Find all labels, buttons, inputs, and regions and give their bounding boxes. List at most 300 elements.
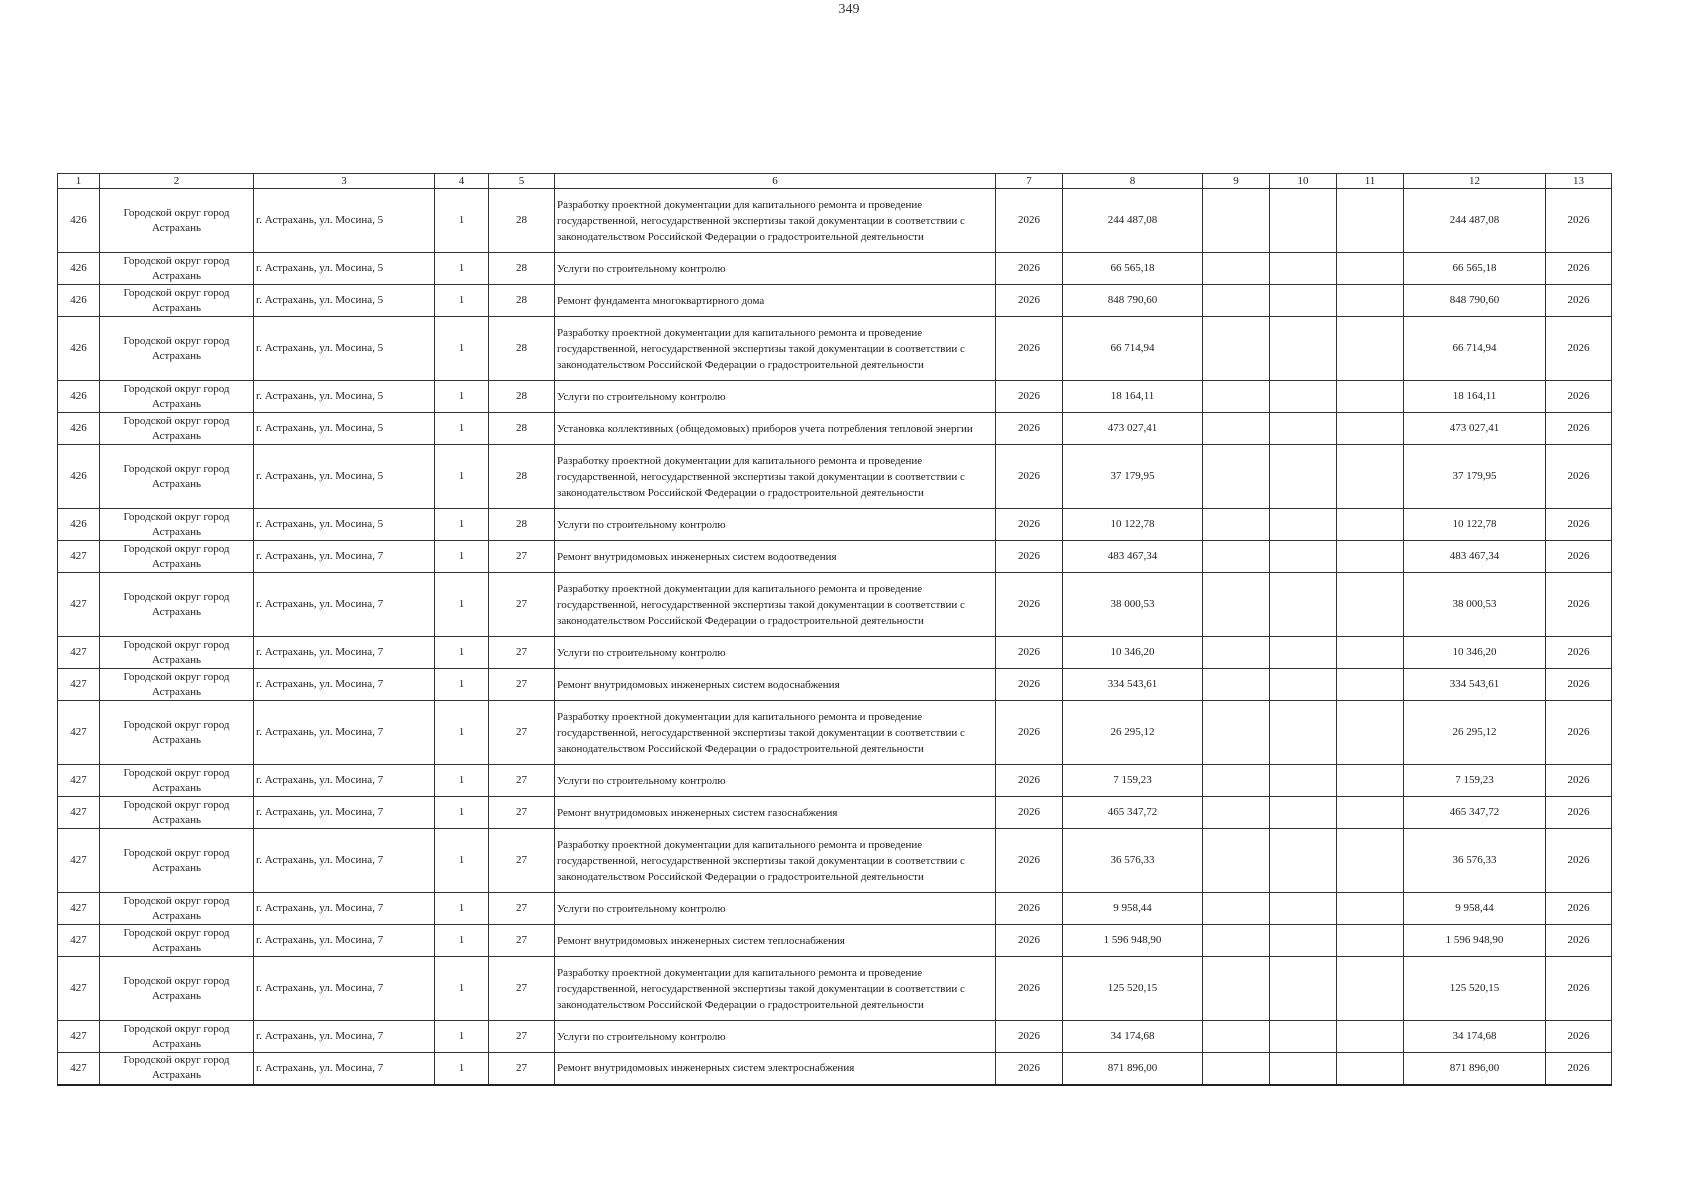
cell-work-type: Ремонт фундамента многоквартирного дома bbox=[555, 285, 996, 317]
cell-col-10-value bbox=[1270, 1053, 1337, 1085]
cell-col-4-value: 1 bbox=[435, 797, 489, 829]
cell-end-year: 2026 bbox=[1546, 541, 1612, 573]
column-header-12: 12 bbox=[1404, 174, 1546, 189]
cell-cost-fund: 7 159,23 bbox=[1404, 765, 1546, 797]
cell-col-4-value: 1 bbox=[435, 573, 489, 637]
cell-address: г. Астрахань, ул. Мосина, 5 bbox=[254, 189, 435, 253]
cell-address: г. Астрахань, ул. Мосина, 7 bbox=[254, 925, 435, 957]
cell-col-9-value bbox=[1203, 925, 1270, 957]
cell-col-5-value: 27 bbox=[489, 637, 555, 669]
cell-municipality: Городской округ город Астрахань bbox=[100, 1021, 254, 1053]
cell-col-11-value bbox=[1337, 797, 1404, 829]
cell-year: 2026 bbox=[996, 445, 1063, 509]
cell-address: г. Астрахань, ул. Мосина, 7 bbox=[254, 797, 435, 829]
column-header-7: 7 bbox=[996, 174, 1063, 189]
cell-col-4-value: 1 bbox=[435, 381, 489, 413]
cell-row-number: 427 bbox=[58, 1021, 100, 1053]
cell-col-5-value: 28 bbox=[489, 317, 555, 381]
cell-col-11-value bbox=[1337, 1021, 1404, 1053]
cell-cost-fund: 10 346,20 bbox=[1404, 637, 1546, 669]
cell-row-number: 427 bbox=[58, 829, 100, 893]
cell-work-type: Услуги по строительному контролю bbox=[555, 1021, 996, 1053]
cell-year: 2026 bbox=[996, 509, 1063, 541]
cell-col-4-value: 1 bbox=[435, 765, 489, 797]
cell-col-11-value bbox=[1337, 317, 1404, 381]
cell-municipality: Городской округ город Астрахань bbox=[100, 509, 254, 541]
cell-col-10-value bbox=[1270, 317, 1337, 381]
cell-year: 2026 bbox=[996, 1021, 1063, 1053]
cell-municipality: Городской округ город Астрахань bbox=[100, 445, 254, 509]
cell-end-year: 2026 bbox=[1546, 1053, 1612, 1085]
cell-col-5-value: 27 bbox=[489, 1053, 555, 1085]
column-header-10: 10 bbox=[1270, 174, 1337, 189]
cell-cost-total: 34 174,68 bbox=[1063, 1021, 1203, 1053]
cell-year: 2026 bbox=[996, 829, 1063, 893]
cell-col-5-value: 27 bbox=[489, 701, 555, 765]
cell-cost-fund: 125 520,15 bbox=[1404, 957, 1546, 1021]
cell-col-5-value: 28 bbox=[489, 413, 555, 445]
cell-cost-fund: 38 000,53 bbox=[1404, 573, 1546, 637]
cell-work-type: Услуги по строительному контролю bbox=[555, 765, 996, 797]
cell-col-9-value bbox=[1203, 253, 1270, 285]
cell-end-year: 2026 bbox=[1546, 253, 1612, 285]
cell-year: 2026 bbox=[996, 317, 1063, 381]
cell-cost-fund: 871 896,00 bbox=[1404, 1053, 1546, 1085]
cell-col-10-value bbox=[1270, 829, 1337, 893]
cell-cost-fund: 37 179,95 bbox=[1404, 445, 1546, 509]
cell-col-11-value bbox=[1337, 829, 1404, 893]
cell-cost-fund: 465 347,72 bbox=[1404, 797, 1546, 829]
cell-row-number: 427 bbox=[58, 797, 100, 829]
cell-col-4-value: 1 bbox=[435, 637, 489, 669]
cell-col-4-value: 1 bbox=[435, 925, 489, 957]
cell-col-9-value bbox=[1203, 829, 1270, 893]
cell-col-11-value bbox=[1337, 925, 1404, 957]
table-row bbox=[58, 253, 1612, 285]
cell-end-year: 2026 bbox=[1546, 413, 1612, 445]
cell-col-5-value: 27 bbox=[489, 541, 555, 573]
column-header-3: 3 bbox=[254, 174, 435, 189]
cell-address: г. Астрахань, ул. Мосина, 5 bbox=[254, 253, 435, 285]
cell-col-11-value bbox=[1337, 1053, 1404, 1085]
cell-col-11-value bbox=[1337, 765, 1404, 797]
cell-col-4-value: 1 bbox=[435, 541, 489, 573]
cell-cost-fund: 334 543,61 bbox=[1404, 669, 1546, 701]
cell-row-number: 426 bbox=[58, 189, 100, 253]
cell-col-4-value: 1 bbox=[435, 957, 489, 1021]
cell-col-10-value bbox=[1270, 925, 1337, 957]
cell-municipality: Городской округ город Астрахань bbox=[100, 317, 254, 381]
cell-work-type: Ремонт внутридомовых инженерных систем теплоснабжения bbox=[555, 925, 996, 957]
table-row bbox=[58, 541, 1612, 573]
cell-row-number: 426 bbox=[58, 285, 100, 317]
table-row bbox=[58, 925, 1612, 957]
cell-col-10-value bbox=[1270, 541, 1337, 573]
cell-col-9-value bbox=[1203, 573, 1270, 637]
cell-cost-total: 38 000,53 bbox=[1063, 573, 1203, 637]
cell-col-9-value bbox=[1203, 381, 1270, 413]
cell-municipality: Городской округ город Астрахань bbox=[100, 285, 254, 317]
cell-row-number: 427 bbox=[58, 637, 100, 669]
cell-cost-total: 125 520,15 bbox=[1063, 957, 1203, 1021]
cell-col-10-value bbox=[1270, 701, 1337, 765]
cell-row-number: 427 bbox=[58, 701, 100, 765]
cell-work-type: Ремонт внутридомовых инженерных систем водоотведения bbox=[555, 541, 996, 573]
cell-col-9-value bbox=[1203, 413, 1270, 445]
cell-address: г. Астрахань, ул. Мосина, 7 bbox=[254, 957, 435, 1021]
cell-cost-total: 37 179,95 bbox=[1063, 445, 1203, 509]
cell-col-10-value bbox=[1270, 797, 1337, 829]
cell-row-number: 427 bbox=[58, 573, 100, 637]
cell-cost-total: 1 596 948,90 bbox=[1063, 925, 1203, 957]
cell-col-10-value bbox=[1270, 669, 1337, 701]
cell-municipality: Городской округ город Астрахань bbox=[100, 637, 254, 669]
cell-year: 2026 bbox=[996, 253, 1063, 285]
cell-col-11-value bbox=[1337, 957, 1404, 1021]
column-header-8: 8 bbox=[1063, 174, 1203, 189]
column-header-2: 2 bbox=[100, 174, 254, 189]
cell-end-year: 2026 bbox=[1546, 893, 1612, 925]
column-header-13: 13 bbox=[1546, 174, 1612, 189]
cell-col-11-value bbox=[1337, 189, 1404, 253]
cell-end-year: 2026 bbox=[1546, 701, 1612, 765]
cell-col-10-value bbox=[1270, 381, 1337, 413]
cell-work-type: Разработку проектной документации для капитального ремонта и проведение государственной, негосударственной экспертизы такой документации в соответствии с законодательством Российской Федерации о градостроительной деятельности bbox=[555, 445, 996, 509]
cell-end-year: 2026 bbox=[1546, 189, 1612, 253]
cell-cost-fund: 66 565,18 bbox=[1404, 253, 1546, 285]
cell-work-type: Разработку проектной документации для капитального ремонта и проведение государственной, негосударственной экспертизы такой документации в соответствии с законодательством Российской Федерации о градостроительной деятельности bbox=[555, 317, 996, 381]
cell-cost-total: 66 714,94 bbox=[1063, 317, 1203, 381]
cell-col-4-value: 1 bbox=[435, 893, 489, 925]
cell-cost-fund: 1 596 948,90 bbox=[1404, 925, 1546, 957]
cell-work-type: Ремонт внутридомовых инженерных систем водоснабжения bbox=[555, 669, 996, 701]
cell-row-number: 426 bbox=[58, 317, 100, 381]
cell-col-9-value bbox=[1203, 317, 1270, 381]
cell-col-10-value bbox=[1270, 189, 1337, 253]
cell-end-year: 2026 bbox=[1546, 957, 1612, 1021]
cell-year: 2026 bbox=[996, 413, 1063, 445]
cell-cost-fund: 483 467,34 bbox=[1404, 541, 1546, 573]
cell-col-4-value: 1 bbox=[435, 701, 489, 765]
cell-cost-total: 66 565,18 bbox=[1063, 253, 1203, 285]
cell-year: 2026 bbox=[996, 925, 1063, 957]
cell-col-10-value bbox=[1270, 413, 1337, 445]
cell-col-9-value bbox=[1203, 797, 1270, 829]
cell-col-9-value bbox=[1203, 669, 1270, 701]
cell-work-type: Разработку проектной документации для капитального ремонта и проведение государственной, негосударственной экспертизы такой документации в соответствии с законодательством Российской Федерации о градостроительной деятельности bbox=[555, 701, 996, 765]
cell-col-9-value bbox=[1203, 189, 1270, 253]
cell-work-type: Ремонт внутридомовых инженерных систем газоснабжения bbox=[555, 797, 996, 829]
table-row bbox=[58, 957, 1612, 1021]
cell-cost-fund: 244 487,08 bbox=[1404, 189, 1546, 253]
repair-schedule-table bbox=[57, 173, 1612, 1086]
cell-work-type: Услуги по строительному контролю bbox=[555, 253, 996, 285]
cell-municipality: Городской округ город Астрахань bbox=[100, 573, 254, 637]
cell-year: 2026 bbox=[996, 573, 1063, 637]
cell-municipality: Городской округ город Астрахань bbox=[100, 189, 254, 253]
cell-address: г. Астрахань, ул. Мосина, 7 bbox=[254, 893, 435, 925]
cell-cost-total: 473 027,41 bbox=[1063, 413, 1203, 445]
cell-cost-total: 10 122,78 bbox=[1063, 509, 1203, 541]
cell-row-number: 426 bbox=[58, 509, 100, 541]
cell-municipality: Городской округ город Астрахань bbox=[100, 669, 254, 701]
cell-end-year: 2026 bbox=[1546, 925, 1612, 957]
cell-address: г. Астрахань, ул. Мосина, 7 bbox=[254, 701, 435, 765]
table-row bbox=[58, 381, 1612, 413]
cell-cost-total: 244 487,08 bbox=[1063, 189, 1203, 253]
cell-col-4-value: 1 bbox=[435, 189, 489, 253]
cell-year: 2026 bbox=[996, 669, 1063, 701]
cell-cost-total: 334 543,61 bbox=[1063, 669, 1203, 701]
cell-col-10-value bbox=[1270, 893, 1337, 925]
table-row bbox=[58, 285, 1612, 317]
table-row bbox=[58, 317, 1612, 381]
cell-end-year: 2026 bbox=[1546, 573, 1612, 637]
cell-end-year: 2026 bbox=[1546, 765, 1612, 797]
cell-municipality: Городской округ город Астрахань bbox=[100, 253, 254, 285]
cell-cost-fund: 10 122,78 bbox=[1404, 509, 1546, 541]
cell-address: г. Астрахань, ул. Мосина, 5 bbox=[254, 509, 435, 541]
cell-cost-fund: 26 295,12 bbox=[1404, 701, 1546, 765]
cell-col-11-value bbox=[1337, 285, 1404, 317]
cell-col-5-value: 28 bbox=[489, 253, 555, 285]
page-number: 349 bbox=[838, 2, 860, 17]
table-body bbox=[58, 189, 1612, 1085]
cell-col-9-value bbox=[1203, 1021, 1270, 1053]
cell-col-9-value bbox=[1203, 509, 1270, 541]
cell-col-9-value bbox=[1203, 445, 1270, 509]
cell-municipality: Городской округ город Астрахань bbox=[100, 381, 254, 413]
cell-address: г. Астрахань, ул. Мосина, 7 bbox=[254, 541, 435, 573]
cell-row-number: 427 bbox=[58, 669, 100, 701]
cell-col-10-value bbox=[1270, 1021, 1337, 1053]
cell-col-11-value bbox=[1337, 893, 1404, 925]
cell-municipality: Городской округ город Астрахань bbox=[100, 925, 254, 957]
cell-col-10-value bbox=[1270, 509, 1337, 541]
cell-municipality: Городской округ город Астрахань bbox=[100, 541, 254, 573]
table-row bbox=[58, 189, 1612, 253]
cell-year: 2026 bbox=[996, 1053, 1063, 1085]
cell-work-type: Ремонт внутридомовых инженерных систем электроснабжения bbox=[555, 1053, 996, 1085]
cell-work-type: Услуги по строительному контролю bbox=[555, 893, 996, 925]
cell-col-4-value: 1 bbox=[435, 413, 489, 445]
table-row bbox=[58, 1021, 1612, 1053]
cell-cost-fund: 9 958,44 bbox=[1404, 893, 1546, 925]
cell-cost-total: 871 896,00 bbox=[1063, 1053, 1203, 1085]
cell-col-5-value: 27 bbox=[489, 797, 555, 829]
table-row bbox=[58, 797, 1612, 829]
cell-cost-total: 483 467,34 bbox=[1063, 541, 1203, 573]
cell-col-5-value: 28 bbox=[489, 381, 555, 413]
table-row bbox=[58, 637, 1612, 669]
cell-col-5-value: 28 bbox=[489, 509, 555, 541]
cell-year: 2026 bbox=[996, 637, 1063, 669]
cell-year: 2026 bbox=[996, 893, 1063, 925]
cell-address: г. Астрахань, ул. Мосина, 7 bbox=[254, 765, 435, 797]
cell-col-11-value bbox=[1337, 669, 1404, 701]
cell-address: г. Астрахань, ул. Мосина, 7 bbox=[254, 669, 435, 701]
cell-col-9-value bbox=[1203, 1053, 1270, 1085]
cell-row-number: 427 bbox=[58, 541, 100, 573]
cell-year: 2026 bbox=[996, 765, 1063, 797]
cell-cost-total: 18 164,11 bbox=[1063, 381, 1203, 413]
cell-col-11-value bbox=[1337, 445, 1404, 509]
cell-col-11-value bbox=[1337, 253, 1404, 285]
cell-col-5-value: 27 bbox=[489, 957, 555, 1021]
cell-col-4-value: 1 bbox=[435, 445, 489, 509]
cell-col-11-value bbox=[1337, 413, 1404, 445]
column-header-6: 6 bbox=[555, 174, 996, 189]
cell-row-number: 427 bbox=[58, 765, 100, 797]
cell-col-11-value bbox=[1337, 381, 1404, 413]
cell-year: 2026 bbox=[996, 957, 1063, 1021]
cell-col-10-value bbox=[1270, 637, 1337, 669]
cell-col-5-value: 27 bbox=[489, 573, 555, 637]
cell-address: г. Астрахань, ул. Мосина, 7 bbox=[254, 573, 435, 637]
cell-address: г. Астрахань, ул. Мосина, 7 bbox=[254, 1053, 435, 1085]
cell-end-year: 2026 bbox=[1546, 381, 1612, 413]
cell-work-type: Услуги по строительному контролю bbox=[555, 509, 996, 541]
cell-work-type: Разработку проектной документации для капитального ремонта и проведение государственной, негосударственной экспертизы такой документации в соответствии с законодательством Российской Федерации о градостроительной деятельности bbox=[555, 957, 996, 1021]
cell-row-number: 426 bbox=[58, 413, 100, 445]
cell-col-9-value bbox=[1203, 637, 1270, 669]
cell-row-number: 427 bbox=[58, 1053, 100, 1085]
cell-year: 2026 bbox=[996, 797, 1063, 829]
column-header-4: 4 bbox=[435, 174, 489, 189]
cell-address: г. Астрахань, ул. Мосина, 7 bbox=[254, 637, 435, 669]
cell-municipality: Городской округ город Астрахань bbox=[100, 829, 254, 893]
cell-year: 2026 bbox=[996, 381, 1063, 413]
cell-cost-total: 9 958,44 bbox=[1063, 893, 1203, 925]
table-row bbox=[58, 829, 1612, 893]
cell-municipality: Городской округ город Астрахань bbox=[100, 1053, 254, 1085]
cell-col-10-value bbox=[1270, 765, 1337, 797]
cell-cost-total: 848 790,60 bbox=[1063, 285, 1203, 317]
cell-col-4-value: 1 bbox=[435, 317, 489, 381]
cell-col-5-value: 27 bbox=[489, 829, 555, 893]
cell-end-year: 2026 bbox=[1546, 285, 1612, 317]
cell-work-type: Установка коллективных (общедомовых) приборов учета потребления тепловой энергии bbox=[555, 413, 996, 445]
cell-col-4-value: 1 bbox=[435, 509, 489, 541]
table-row bbox=[58, 1053, 1612, 1085]
cell-address: г. Астрахань, ул. Мосина, 5 bbox=[254, 317, 435, 381]
cell-municipality: Городской округ город Астрахань bbox=[100, 957, 254, 1021]
cell-cost-total: 36 576,33 bbox=[1063, 829, 1203, 893]
cell-cost-fund: 473 027,41 bbox=[1404, 413, 1546, 445]
cell-col-11-value bbox=[1337, 701, 1404, 765]
cell-end-year: 2026 bbox=[1546, 509, 1612, 541]
column-number-header-row bbox=[58, 174, 1612, 189]
cell-row-number: 427 bbox=[58, 893, 100, 925]
cell-municipality: Городской округ город Астрахань bbox=[100, 797, 254, 829]
cell-cost-total: 7 159,23 bbox=[1063, 765, 1203, 797]
cell-end-year: 2026 bbox=[1546, 829, 1612, 893]
cell-end-year: 2026 bbox=[1546, 797, 1612, 829]
cell-col-9-value bbox=[1203, 765, 1270, 797]
cell-col-10-value bbox=[1270, 573, 1337, 637]
cell-col-4-value: 1 bbox=[435, 829, 489, 893]
cell-cost-fund: 848 790,60 bbox=[1404, 285, 1546, 317]
cell-work-type: Услуги по строительному контролю bbox=[555, 381, 996, 413]
column-header-5: 5 bbox=[489, 174, 555, 189]
cell-col-4-value: 1 bbox=[435, 1021, 489, 1053]
column-header-11: 11 bbox=[1337, 174, 1404, 189]
cell-end-year: 2026 bbox=[1546, 637, 1612, 669]
cell-col-10-value bbox=[1270, 957, 1337, 1021]
table-row bbox=[58, 701, 1612, 765]
cell-col-9-value bbox=[1203, 957, 1270, 1021]
table-row bbox=[58, 509, 1612, 541]
cell-row-number: 426 bbox=[58, 253, 100, 285]
cell-municipality: Городской округ город Астрахань bbox=[100, 893, 254, 925]
cell-col-5-value: 27 bbox=[489, 669, 555, 701]
cell-col-11-value bbox=[1337, 637, 1404, 669]
cell-end-year: 2026 bbox=[1546, 317, 1612, 381]
cell-year: 2026 bbox=[996, 701, 1063, 765]
cell-col-9-value bbox=[1203, 285, 1270, 317]
cell-cost-total: 465 347,72 bbox=[1063, 797, 1203, 829]
cell-col-4-value: 1 bbox=[435, 253, 489, 285]
cell-work-type: Услуги по строительному контролю bbox=[555, 637, 996, 669]
cell-col-9-value bbox=[1203, 701, 1270, 765]
cell-address: г. Астрахань, ул. Мосина, 5 bbox=[254, 285, 435, 317]
cell-end-year: 2026 bbox=[1546, 669, 1612, 701]
cell-col-9-value bbox=[1203, 541, 1270, 573]
cell-address: г. Астрахань, ул. Мосина, 5 bbox=[254, 413, 435, 445]
cell-row-number: 427 bbox=[58, 957, 100, 1021]
cell-col-9-value bbox=[1203, 893, 1270, 925]
cell-col-4-value: 1 bbox=[435, 285, 489, 317]
cell-work-type: Разработку проектной документации для капитального ремонта и проведение государственной, негосударственной экспертизы такой документации в соответствии с законодательством Российской Федерации о градостроительной деятельности bbox=[555, 829, 996, 893]
cell-address: г. Астрахань, ул. Мосина, 7 bbox=[254, 1021, 435, 1053]
table-row bbox=[58, 893, 1612, 925]
cell-col-4-value: 1 bbox=[435, 669, 489, 701]
cell-address: г. Астрахань, ул. Мосина, 5 bbox=[254, 381, 435, 413]
cell-cost-fund: 66 714,94 bbox=[1404, 317, 1546, 381]
cell-col-5-value: 28 bbox=[489, 285, 555, 317]
cell-row-number: 426 bbox=[58, 445, 100, 509]
column-header-9: 9 bbox=[1203, 174, 1270, 189]
cell-col-5-value: 28 bbox=[489, 189, 555, 253]
cell-end-year: 2026 bbox=[1546, 1021, 1612, 1053]
table-row bbox=[58, 765, 1612, 797]
cell-cost-fund: 18 164,11 bbox=[1404, 381, 1546, 413]
cell-col-5-value: 27 bbox=[489, 925, 555, 957]
cell-col-4-value: 1 bbox=[435, 1053, 489, 1085]
table-row bbox=[58, 669, 1612, 701]
cell-col-11-value bbox=[1337, 541, 1404, 573]
column-header-1: 1 bbox=[58, 174, 100, 189]
cell-cost-fund: 34 174,68 bbox=[1404, 1021, 1546, 1053]
cell-col-5-value: 28 bbox=[489, 445, 555, 509]
cell-col-10-value bbox=[1270, 445, 1337, 509]
cell-municipality: Городской округ город Астрахань bbox=[100, 413, 254, 445]
cell-col-10-value bbox=[1270, 285, 1337, 317]
cell-cost-total: 10 346,20 bbox=[1063, 637, 1203, 669]
cell-year: 2026 bbox=[996, 189, 1063, 253]
cell-municipality: Городской округ город Астрахань bbox=[100, 765, 254, 797]
cell-col-11-value bbox=[1337, 509, 1404, 541]
table-row bbox=[58, 573, 1612, 637]
cell-cost-fund: 36 576,33 bbox=[1404, 829, 1546, 893]
cell-col-5-value: 27 bbox=[489, 1021, 555, 1053]
cell-year: 2026 bbox=[996, 285, 1063, 317]
cell-year: 2026 bbox=[996, 541, 1063, 573]
cell-work-type: Разработку проектной документации для капитального ремонта и проведение государственной, негосударственной экспертизы такой документации в соответствии с законодательством Российской Федерации о градостроительной деятельности bbox=[555, 573, 996, 637]
cell-work-type: Разработку проектной документации для капитального ремонта и проведение государственной, негосударственной экспертизы такой документации в соответствии с законодательством Российской Федерации о градостроительной деятельности bbox=[555, 189, 996, 253]
cell-row-number: 426 bbox=[58, 381, 100, 413]
cell-col-5-value: 27 bbox=[489, 893, 555, 925]
